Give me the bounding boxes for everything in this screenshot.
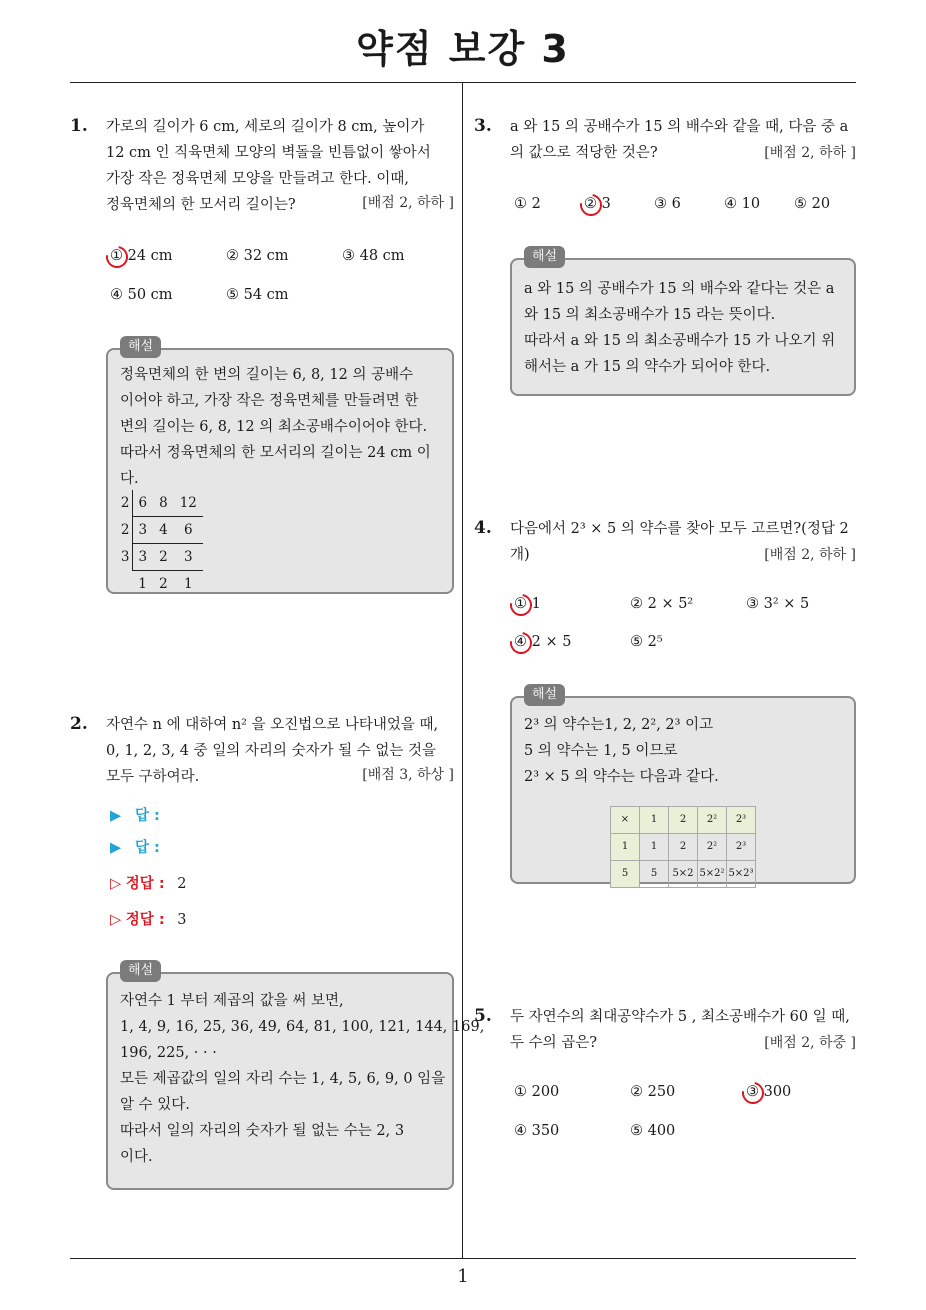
table-cell: 2 xyxy=(669,834,698,861)
choice-4[interactable]: ④ 2 × 5 xyxy=(514,634,572,650)
question-2 xyxy=(70,712,485,1192)
correct-value: 3 xyxy=(177,912,187,928)
question-number: 5. xyxy=(474,1006,492,1026)
division-ladder xyxy=(120,490,203,597)
answer-mark-circle xyxy=(738,1078,769,1109)
solution-tag: 해설 xyxy=(524,246,565,268)
question-line: 자연수 n 에 대하여 n² 을 오진법으로 나타내었을 때, xyxy=(106,717,439,733)
answer-label: 답 : xyxy=(134,808,160,824)
solution-line: 정육면체의 한 변의 길이는 6, 8, 12 의 공배수 xyxy=(120,367,414,383)
correct-answer-row xyxy=(110,908,186,929)
solution-line: 해서는 a 가 15 의 약수가 되어야 한다. xyxy=(524,359,771,375)
solution-box xyxy=(510,258,856,396)
question-line: 0, 1, 2, 3, 4 중 일의 자리의 숫자가 될 수 없는 것을 xyxy=(106,743,436,759)
solution-line: 5 의 약수는 1, 5 이므로 xyxy=(524,743,678,759)
choice-2[interactable]: ② 3 xyxy=(584,196,611,212)
table-cell: × xyxy=(611,807,640,834)
correct-answer-row xyxy=(110,872,186,893)
divisor: 3 xyxy=(120,544,132,571)
question-3 xyxy=(474,114,856,404)
choice-1[interactable]: ① 2 xyxy=(514,196,541,212)
choice-1[interactable]: ① 1 xyxy=(514,596,541,612)
question-line: 의 값으로 적당한 것은? xyxy=(510,145,658,161)
division-number: 6 xyxy=(174,517,203,544)
table-cell: 2 xyxy=(669,807,698,834)
division-number: 1 xyxy=(138,576,147,592)
answer-row xyxy=(110,836,168,857)
choice-5[interactable]: ⑤ 20 xyxy=(794,196,831,212)
choice-1[interactable]: ① 200 xyxy=(514,1084,560,1100)
solution-tag: 해설 xyxy=(524,684,565,706)
solution-tag: 해설 xyxy=(120,336,161,358)
solution-line: 따라서 일의 자리의 숫자가 될 없는 수는 2, 3 xyxy=(120,1123,405,1139)
solution-line: 변의 길이는 6, 8, 12 의 최소공배수이어야 한다. xyxy=(120,419,428,435)
question-1 xyxy=(70,114,454,592)
choice-5[interactable]: ⑤ 54 cm xyxy=(226,287,289,303)
page-title: 약점 보강 3 xyxy=(356,27,570,71)
question-line: 개) xyxy=(510,547,530,563)
question-line: 정육면체의 한 모서리 길이는? xyxy=(106,197,296,213)
solution-line: 따라서 정육면체의 한 모서리의 길이는 24 cm 이 xyxy=(120,445,431,461)
divisor-table xyxy=(610,806,756,888)
division-number: 4 xyxy=(153,517,174,544)
answer-label: 답 : xyxy=(134,840,160,856)
choice-2[interactable]: ② 250 xyxy=(630,1084,676,1100)
answer-mark-circle xyxy=(576,190,607,221)
question-4 xyxy=(474,516,856,886)
correct-arrow-icon: ▷ xyxy=(110,912,122,928)
question-line: 12 cm 인 직육면체 모양의 벽돌을 빈틈없이 쌓아서 xyxy=(106,145,431,161)
question-line: 가로의 길이가 6 cm, 세로의 길이가 8 cm, 높이가 xyxy=(106,119,425,135)
question-line: a 와 15 의 공배수가 15 의 배수와 같을 때, 다음 중 a xyxy=(510,119,849,135)
page-number: 1 xyxy=(457,1266,469,1287)
division-number: 8 xyxy=(153,490,174,517)
choice-2[interactable]: ② 2 × 5² xyxy=(630,596,694,612)
table-cell: 2³ xyxy=(727,807,756,834)
question-number: 2. xyxy=(70,714,88,734)
score-meta: [배점 3, 하상 ] xyxy=(362,767,454,783)
question-number: 3. xyxy=(474,116,492,136)
question-5 xyxy=(474,1004,856,1154)
solution-line: a 와 15 의 공배수가 15 의 배수와 같다는 것은 a xyxy=(524,281,835,297)
table-cell: 2² xyxy=(698,834,727,861)
choice-1[interactable]: ① 24 cm xyxy=(110,248,173,264)
score-meta: [배점 2, 하하 ] xyxy=(764,547,856,563)
division-number: 6 xyxy=(132,490,153,517)
division-number: 12 xyxy=(174,490,203,517)
divisor xyxy=(120,571,132,598)
score-meta: [배점 2, 하중 ] xyxy=(764,1035,856,1051)
score-meta: [배점 2, 하하 ] xyxy=(362,195,454,211)
answer-arrow-icon: ▶ xyxy=(110,808,122,824)
correct-label: 정답 : xyxy=(125,912,165,928)
divisor: 2 xyxy=(120,517,132,544)
solution-line: 따라서 a 와 15 의 최소공배수가 15 가 나오기 위 xyxy=(524,333,836,349)
division-number: 1 xyxy=(183,576,193,592)
choice-3[interactable]: ③ 48 cm xyxy=(342,248,405,264)
solution-line: 이어야 하고, 가장 작은 정육면체를 만들려면 한 xyxy=(120,393,419,409)
solution-box xyxy=(106,972,485,1190)
question-line: 두 수의 곱은? xyxy=(510,1035,598,1051)
score-meta: [배점 2, 하하 ] xyxy=(764,145,856,161)
choice-5[interactable]: ⑤ 400 xyxy=(630,1123,676,1139)
division-number: 2 xyxy=(159,576,168,592)
question-line: 모두 구하여라. xyxy=(106,769,200,785)
solution-box xyxy=(510,696,856,884)
bottom-rule xyxy=(70,1258,856,1259)
table-cell: 2³ xyxy=(727,834,756,861)
solution-line: 2³ × 5 의 약수는 다음과 같다. xyxy=(524,769,719,785)
solution-line: 알 수 있다. xyxy=(120,1097,190,1113)
answer-row xyxy=(110,804,168,825)
question-line: 다음에서 2³ × 5 의 약수를 찾아 모두 고르면?(정답 2 xyxy=(510,521,849,537)
table-cell: 5×2³ xyxy=(727,861,756,888)
solution-line: 와 15 의 최소공배수가 15 라는 뜻이다. xyxy=(524,307,776,323)
choice-5[interactable]: ⑤ 2⁵ xyxy=(630,634,663,650)
table-cell: 1 xyxy=(640,834,669,861)
correct-label: 정답 : xyxy=(125,876,165,892)
answer-mark-circle xyxy=(506,590,537,621)
solution-line: 자연수 1 부터 제곱의 값을 써 보면, xyxy=(120,993,344,1009)
table-cell: 1 xyxy=(640,807,669,834)
top-rule xyxy=(70,82,856,83)
solution-line: 1, 4, 9, 16, 25, 36, 49, 64, 81, 100, 121, 144, 169, xyxy=(120,1019,485,1035)
solution-line: 모든 제곱값의 일의 자리 수는 1, 4, 5, 6, 9, 0 임을 xyxy=(120,1071,446,1087)
solution-line: 다. xyxy=(120,471,139,487)
choice-2[interactable]: ② 32 cm xyxy=(226,248,289,264)
table-cell: 5×2² xyxy=(698,861,727,888)
solution-line: 이다. xyxy=(120,1149,153,1165)
answer-mark-circle xyxy=(102,242,133,273)
solution-box xyxy=(106,348,454,594)
question-number: 1. xyxy=(70,116,88,136)
table-cell: 2² xyxy=(698,807,727,834)
question-number: 4. xyxy=(474,518,492,538)
choice-3[interactable]: ③ 3² × 5 xyxy=(746,596,810,612)
solution-line: 2³ 의 약수는1, 2, 2², 2³ 이고 xyxy=(524,717,714,733)
divisor: 2 xyxy=(120,490,132,517)
solution-line: 196, 225, · · · xyxy=(120,1045,217,1061)
choice-3[interactable]: ③ 300 xyxy=(746,1084,792,1100)
division-number: 3 xyxy=(132,544,153,571)
choice-4[interactable]: ④ 10 xyxy=(724,196,761,212)
answer-arrow-icon: ▶ xyxy=(110,840,122,856)
table-cell: 5×2 xyxy=(669,861,698,888)
choice-4[interactable]: ④ 50 cm xyxy=(110,287,173,303)
table-cell: 5 xyxy=(640,861,669,888)
division-number: 2 xyxy=(153,544,174,571)
solution-tag: 해설 xyxy=(120,960,161,982)
table-cell: 1 xyxy=(611,834,640,861)
table-cell: 5 xyxy=(611,861,640,888)
correct-arrow-icon: ▷ xyxy=(110,876,122,892)
choice-4[interactable]: ④ 350 xyxy=(514,1123,560,1139)
choice-3[interactable]: ③ 6 xyxy=(654,196,681,212)
question-line: 두 자연수의 최대공약수가 5 , 최소공배수가 60 일 때, xyxy=(510,1009,850,1025)
question-line: 가장 작은 정육면체 모양을 만들려고 한다. 이때, xyxy=(106,171,410,187)
correct-value: 2 xyxy=(177,876,187,892)
division-number: 3 xyxy=(132,517,153,544)
answer-mark-circle xyxy=(506,628,537,659)
division-number: 3 xyxy=(174,544,203,571)
